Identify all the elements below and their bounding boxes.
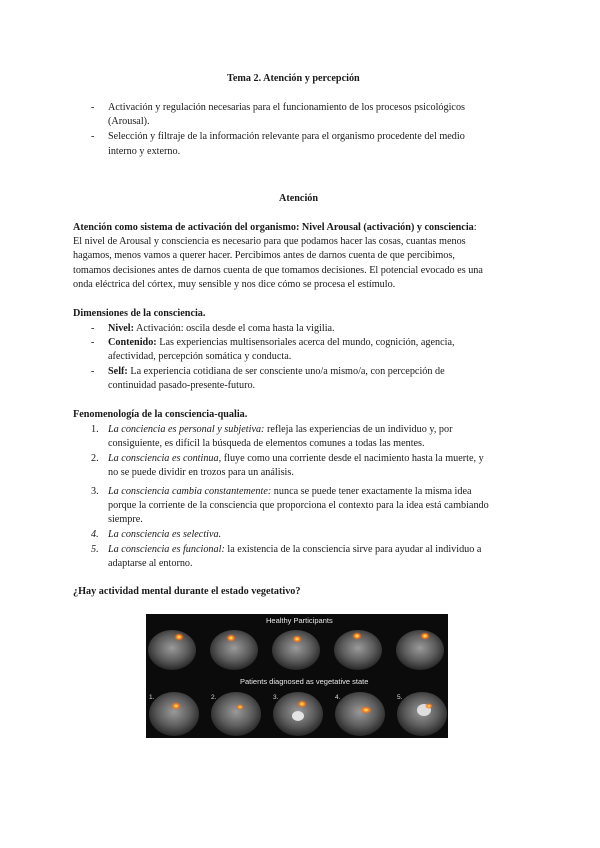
qualia-item-1-cont: consiguiente, es difícil la búsqueda de elementos comunes a todas las mentes. <box>108 438 425 449</box>
healthy-scan-4 <box>334 630 382 670</box>
document-title: Tema 2. Atención y percepción <box>227 73 360 84</box>
dimension-label: Nivel: <box>108 323 135 334</box>
figure-label-patients: Patients diagnosed as vegetative state <box>240 677 369 686</box>
qualia-item-1 <box>108 423 453 437</box>
dimension-text: Las experiencias multisensoriales acerca del mundo, cognición, agencia, <box>156 337 455 348</box>
patient-scan-5 <box>397 692 447 736</box>
list-number: 3. <box>91 486 99 497</box>
brain-scans-figure <box>146 614 448 738</box>
dimension-item-nivel <box>108 322 335 336</box>
list-dash: - <box>91 366 95 377</box>
patient-number: 1. <box>149 694 155 701</box>
list-dash: - <box>91 337 95 348</box>
atencion-line: onda eléctrica del córtex, muy sensible y nos dice cómo se procesa el estímulo. <box>73 279 396 290</box>
qualia-text: la existencia de la consciencia sirve para ayudar al individuo a <box>224 544 482 555</box>
qualia-item-2 <box>108 452 484 466</box>
fenomenologia-heading: Fenomenología de la consciencia-qualia. <box>73 409 248 420</box>
healthy-scan-5 <box>396 630 444 670</box>
healthy-scan-3 <box>272 630 320 670</box>
list-number: 4. <box>91 529 99 540</box>
section-heading: Atención <box>279 193 319 204</box>
qualia-ital: La consciencia es selectiva. <box>108 529 222 540</box>
list-number: 5. <box>91 544 99 555</box>
patient-number: 2. <box>211 694 217 701</box>
dimension-label: Contenido: <box>108 337 157 348</box>
qualia-ital: La conciencia es personal y subjetiva: <box>108 424 265 435</box>
dimension-item-self-cont: continuidad pasado-presente-futuro. <box>108 380 256 391</box>
qualia-item-5 <box>108 543 481 557</box>
atencion-line: tomamos decisiones antes de darnos cuenta de que tomamos decisiones. El potencial evocado es una <box>73 265 483 276</box>
qualia-item-4 <box>108 528 221 542</box>
intro-item-2-line1: Selección y filtraje de la información relevante para el organismo procedente del medio <box>108 131 465 142</box>
brain-scans-image <box>146 614 448 738</box>
patient-number: 3. <box>273 694 279 701</box>
dimension-item-self <box>108 365 445 379</box>
list-number: 1. <box>91 424 99 435</box>
dimension-text: Activación: oscila desde el coma hasta la vigilia. <box>134 323 335 334</box>
qualia-ital: La consciencia es funcional: <box>108 544 225 555</box>
qualia-item-3-cont: siempre. <box>108 514 143 525</box>
intro-item-1-line2: (Arousal). <box>108 116 150 127</box>
list-dash: - <box>91 102 95 113</box>
list-number: 2. <box>91 453 99 464</box>
patient-scan-3 <box>273 692 323 736</box>
atencion-line: hagamos, menos vamos a querer hacer. Percibimos antes de darnos cuenta de que percibimos, <box>73 250 455 261</box>
qualia-ital: La consciencia cambia constantemente: <box>108 486 272 497</box>
dimension-label: Self: <box>108 366 128 377</box>
atencion-heading-bold: Atención como sistema de activación del organismo: Nivel Arousal (activación) y consciencia <box>73 222 474 233</box>
qualia-ital: La consciencia es continua, <box>108 453 222 464</box>
figure-label-healthy: Healthy Participants <box>266 616 333 625</box>
qualia-item-3-cont: porque la corriente de la consciencia que proporciona el contexto para la idea está cambiando <box>108 500 489 511</box>
dimensiones-heading: Dimensiones de la consciencia. <box>73 308 206 319</box>
patient-scan-1 <box>149 692 199 736</box>
list-dash: - <box>91 131 95 142</box>
qualia-text: fluye como una corriente desde el nacimiento hasta la muerte, y <box>221 453 484 464</box>
atencion-heading <box>73 221 477 235</box>
healthy-scan-2 <box>210 630 258 670</box>
qualia-text: refleja las experiencias de un individuo y, por <box>264 424 453 435</box>
atencion-line: El nivel de Arousal y consciencia es necesario para que podamos hacer las cosas, cuantas menos <box>73 236 466 247</box>
patient-scan-4 <box>335 692 385 736</box>
question-heading: ¿Hay actividad mental durante el estado vegetativo? <box>73 586 301 597</box>
atencion-heading-tail: : <box>473 222 477 233</box>
healthy-scan-1 <box>148 630 196 670</box>
dimension-item-contenido <box>108 336 455 350</box>
intro-item-1-line1: Activación y regulación necesarias para el funcionamiento de los procesos psicológicos <box>108 102 466 113</box>
dimension-text: La experiencia cotidiana de ser consciente uno/a mismo/a, con percepción de <box>127 366 445 377</box>
patient-number: 5. <box>397 694 403 701</box>
qualia-item-3 <box>108 485 472 499</box>
qualia-item-5-cont: adaptarse al entorno. <box>108 558 193 569</box>
patient-scan-2 <box>211 692 261 736</box>
intro-item-2-line2: interno y externo. <box>108 146 181 157</box>
qualia-text: nunca se puede tener exactamente la misma idea <box>271 486 472 497</box>
qualia-item-2-cont: no se puede dividir en trozos para un análisis. <box>108 467 294 478</box>
list-dash: - <box>91 323 95 334</box>
dimension-item-contenido-cont: afectividad, percepción somática y conducta. <box>108 351 292 362</box>
patient-number: 4. <box>335 694 341 701</box>
